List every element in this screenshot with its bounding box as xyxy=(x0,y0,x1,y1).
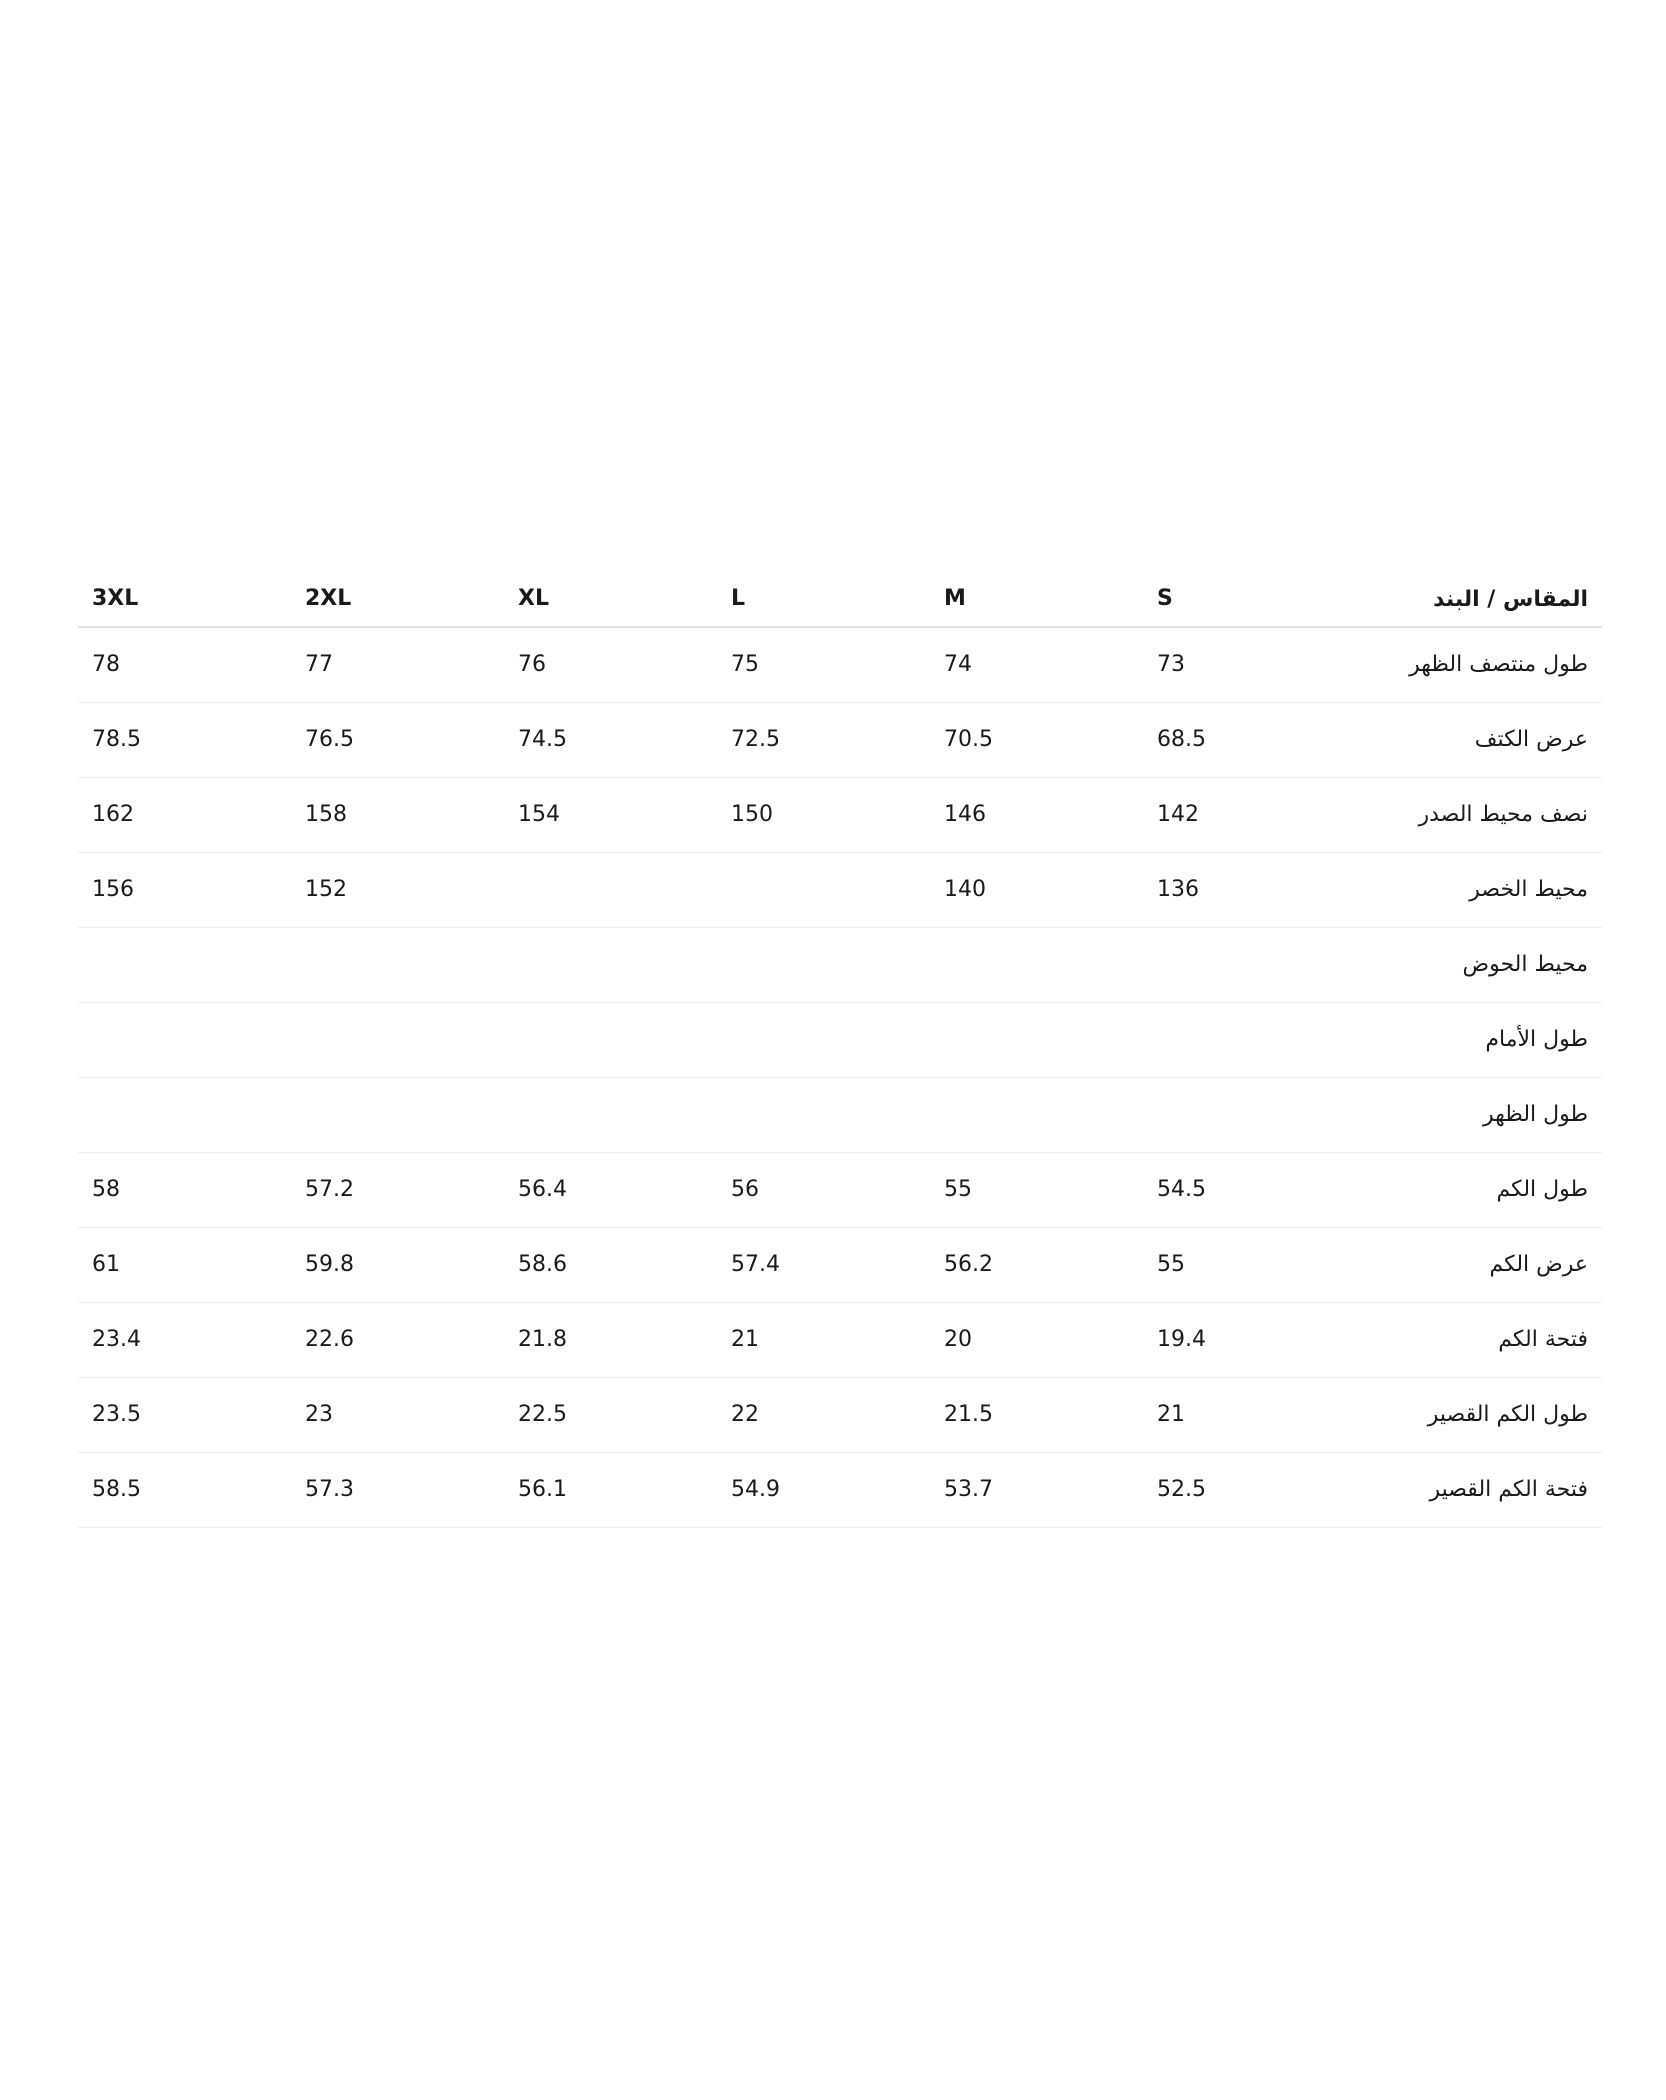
cell-3xl xyxy=(78,1078,291,1153)
table-row xyxy=(78,1303,1602,1378)
cell-3xl: 23.4 xyxy=(78,1303,291,1378)
header-size-2xl: 2XL xyxy=(291,574,504,627)
cell-2xl: 152 xyxy=(291,853,504,928)
cell-m: 53.7 xyxy=(930,1453,1143,1528)
size-chart-table xyxy=(78,574,1602,1528)
cell-l: 56 xyxy=(717,1153,930,1228)
cell-3xl: 156 xyxy=(78,853,291,928)
row-label: نصف محيط الصدر xyxy=(1356,778,1602,853)
cell-xl: 74.5 xyxy=(504,703,717,778)
cell-xl xyxy=(504,853,717,928)
cell-l: 150 xyxy=(717,778,930,853)
cell-m: 21.5 xyxy=(930,1378,1143,1453)
cell-l xyxy=(717,928,930,1003)
size-chart-header xyxy=(78,574,1602,627)
table-row xyxy=(78,853,1602,928)
cell-m: 56.2 xyxy=(930,1228,1143,1303)
cell-xl xyxy=(504,1078,717,1153)
cell-2xl: 57.3 xyxy=(291,1453,504,1528)
row-label: طول الكم القصير xyxy=(1356,1378,1602,1453)
header-size-s: S xyxy=(1143,574,1356,627)
table-row xyxy=(78,1378,1602,1453)
cell-m xyxy=(930,1078,1143,1153)
table-row xyxy=(78,1003,1602,1078)
cell-l xyxy=(717,1003,930,1078)
cell-xl: 56.1 xyxy=(504,1453,717,1528)
cell-xl: 21.8 xyxy=(504,1303,717,1378)
cell-m xyxy=(930,1003,1143,1078)
row-label: عرض الكتف xyxy=(1356,703,1602,778)
cell-2xl: 76.5 xyxy=(291,703,504,778)
cell-l xyxy=(717,1078,930,1153)
cell-2xl: 77 xyxy=(291,627,504,703)
cell-m xyxy=(930,928,1143,1003)
cell-2xl xyxy=(291,1003,504,1078)
cell-3xl: 58.5 xyxy=(78,1453,291,1528)
cell-l: 57.4 xyxy=(717,1228,930,1303)
cell-s xyxy=(1143,1003,1356,1078)
header-size-m: M xyxy=(930,574,1143,627)
table-row xyxy=(78,703,1602,778)
header-size-l: L xyxy=(717,574,930,627)
cell-l xyxy=(717,853,930,928)
cell-s: 142 xyxy=(1143,778,1356,853)
cell-s: 52.5 xyxy=(1143,1453,1356,1528)
cell-3xl: 61 xyxy=(78,1228,291,1303)
cell-3xl xyxy=(78,928,291,1003)
cell-3xl: 78.5 xyxy=(78,703,291,778)
cell-xl xyxy=(504,1003,717,1078)
cell-m: 146 xyxy=(930,778,1143,853)
cell-m: 55 xyxy=(930,1153,1143,1228)
cell-2xl: 158 xyxy=(291,778,504,853)
row-label: فتحة الكم xyxy=(1356,1303,1602,1378)
cell-xl xyxy=(504,928,717,1003)
cell-3xl: 23.5 xyxy=(78,1378,291,1453)
cell-s xyxy=(1143,928,1356,1003)
cell-s: 19.4 xyxy=(1143,1303,1356,1378)
row-label: عرض الكم xyxy=(1356,1228,1602,1303)
row-label: فتحة الكم القصير xyxy=(1356,1453,1602,1528)
cell-s: 73 xyxy=(1143,627,1356,703)
cell-m: 74 xyxy=(930,627,1143,703)
cell-2xl: 23 xyxy=(291,1378,504,1453)
cell-m: 20 xyxy=(930,1303,1143,1378)
cell-s: 136 xyxy=(1143,853,1356,928)
table-row xyxy=(78,778,1602,853)
cell-xl: 56.4 xyxy=(504,1153,717,1228)
row-label: طول الظهر xyxy=(1356,1078,1602,1153)
cell-l: 75 xyxy=(717,627,930,703)
cell-3xl: 78 xyxy=(78,627,291,703)
cell-xl: 76 xyxy=(504,627,717,703)
cell-2xl xyxy=(291,928,504,1003)
cell-2xl: 22.6 xyxy=(291,1303,504,1378)
header-size-3xl: 3XL xyxy=(78,574,291,627)
cell-m: 140 xyxy=(930,853,1143,928)
size-chart-body xyxy=(78,627,1602,1528)
header-row xyxy=(78,574,1602,627)
cell-3xl: 162 xyxy=(78,778,291,853)
row-label: طول الأمام xyxy=(1356,1003,1602,1078)
row-label: محيط الخصر xyxy=(1356,853,1602,928)
header-item: المقاس / البند xyxy=(1356,574,1602,627)
row-label: محيط الحوض xyxy=(1356,928,1602,1003)
cell-s xyxy=(1143,1078,1356,1153)
table-row xyxy=(78,1153,1602,1228)
cell-3xl xyxy=(78,1003,291,1078)
cell-2xl xyxy=(291,1078,504,1153)
cell-l: 54.9 xyxy=(717,1453,930,1528)
cell-3xl: 58 xyxy=(78,1153,291,1228)
cell-s: 21 xyxy=(1143,1378,1356,1453)
header-size-xl: XL xyxy=(504,574,717,627)
cell-s: 54.5 xyxy=(1143,1153,1356,1228)
row-label: طول الكم xyxy=(1356,1153,1602,1228)
cell-l: 72.5 xyxy=(717,703,930,778)
cell-xl: 154 xyxy=(504,778,717,853)
table-row xyxy=(78,1228,1602,1303)
cell-xl: 58.6 xyxy=(504,1228,717,1303)
cell-2xl: 59.8 xyxy=(291,1228,504,1303)
cell-xl: 22.5 xyxy=(504,1378,717,1453)
cell-s: 55 xyxy=(1143,1228,1356,1303)
table-row xyxy=(78,928,1602,1003)
cell-2xl: 57.2 xyxy=(291,1153,504,1228)
table-row xyxy=(78,1453,1602,1528)
table-row xyxy=(78,1078,1602,1153)
cell-s: 68.5 xyxy=(1143,703,1356,778)
cell-m: 70.5 xyxy=(930,703,1143,778)
cell-l: 22 xyxy=(717,1378,930,1453)
row-label: طول منتصف الظهر xyxy=(1356,627,1602,703)
table-row xyxy=(78,627,1602,703)
cell-l: 21 xyxy=(717,1303,930,1378)
